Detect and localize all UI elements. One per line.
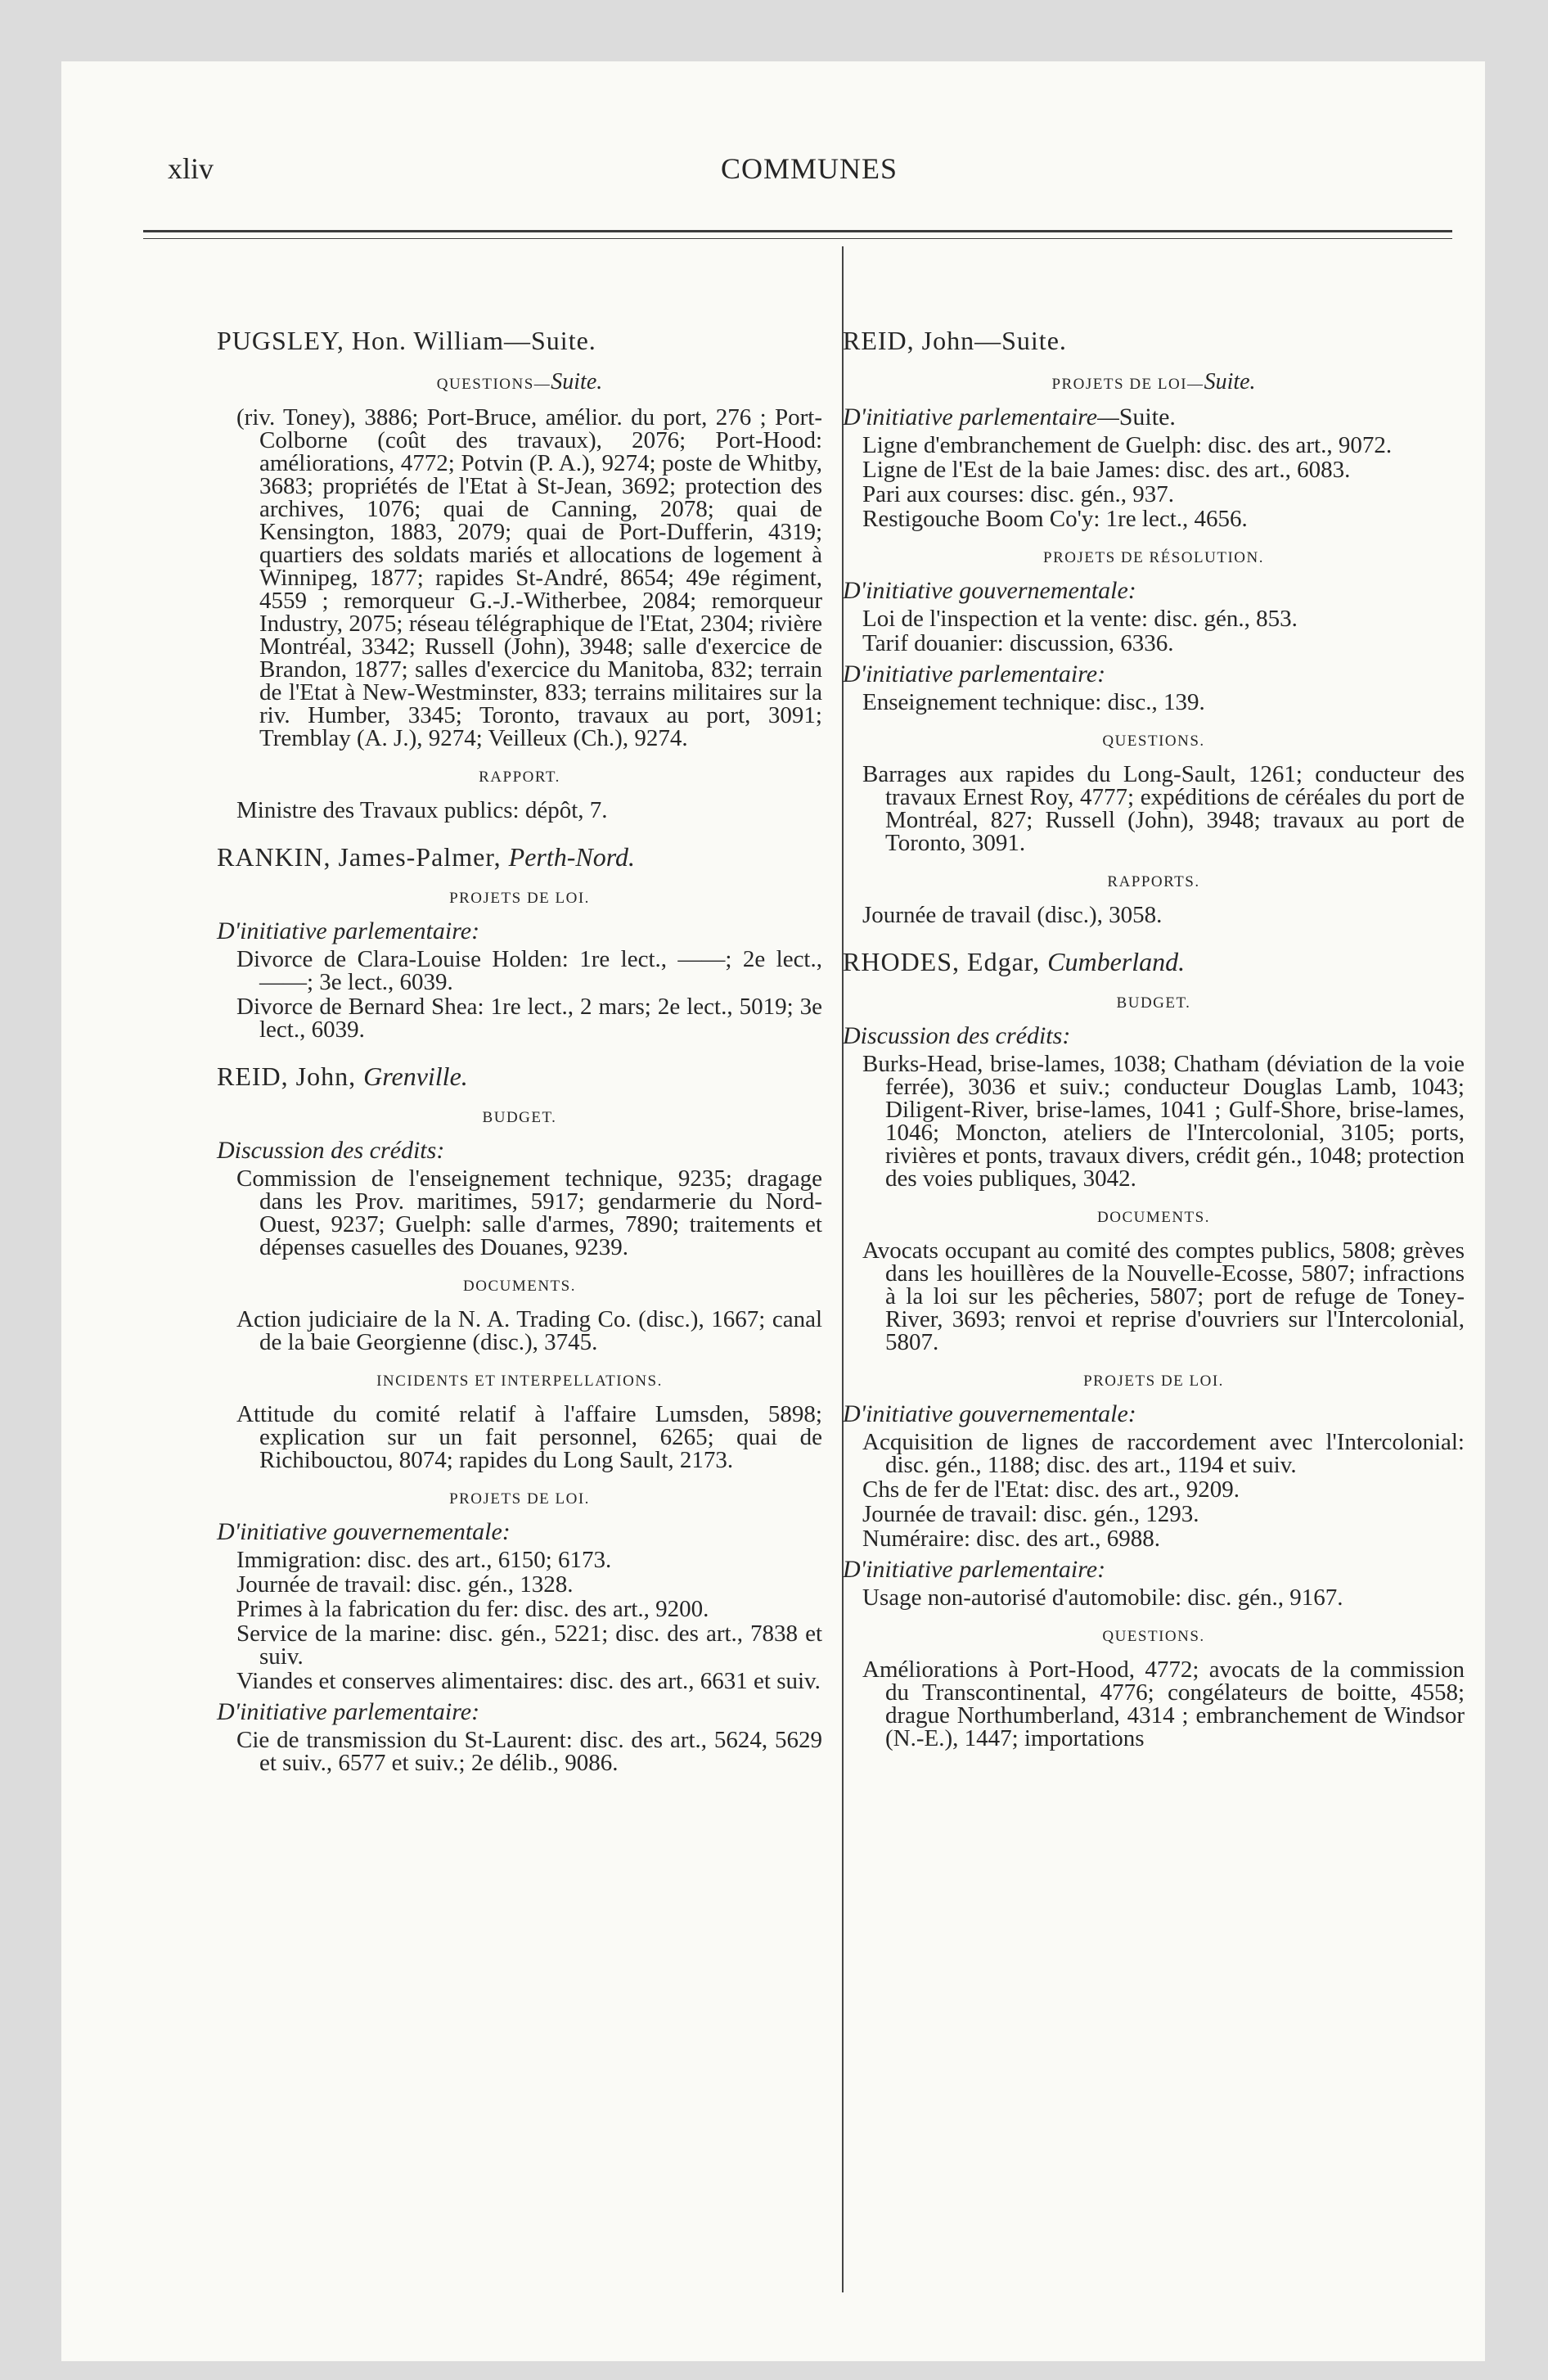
entry: Primes à la fabrication du fer: disc. des art., 9200. (236, 1596, 709, 1622)
section-heading: QUESTIONS. (1102, 732, 1205, 750)
header-rule (143, 230, 1452, 232)
subheading: D'initiative parlementaire: (843, 1556, 1106, 1583)
section-heading: RAPPORTS. (1107, 873, 1200, 890)
entry: Pari aux courses: disc. gén., 937. (862, 481, 1174, 507)
entry: Numéraire: disc. des art., 6988. (862, 1526, 1161, 1552)
entry: Améliorations à Port-Hood, 4772; avocats de la commission du Transcontinental, 4776; congélateurs de boitte, 4558; drague Northumberland, 4314 ; embranchement de Windsor (N.-E.), 1447; importations (862, 1657, 1465, 1751)
entry: Ligne d'embranchement de Guelph: disc. des art., 9072. (862, 432, 1393, 458)
member-name: REID, John, Grenville. (217, 1062, 468, 1091)
page-number: xliv (168, 152, 214, 185)
section-heading: DOCUMENTS. (1097, 1209, 1210, 1226)
subheading: D'initiative parlementaire: (217, 917, 480, 944)
member-name: RHODES, Edgar, Cumberland. (843, 947, 1186, 976)
entry: Journée de travail: disc. gén., 1328. (236, 1571, 574, 1598)
subheading: D'initiative parlementaire: (217, 1698, 480, 1725)
entry: Tarif douanier: discussion, 6336. (862, 630, 1174, 656)
right-column (843, 251, 1465, 1751)
section-heading: PROJETS DE LOI. (1083, 1373, 1224, 1390)
entry: Ligne de l'Est de la baie James: disc. des art., 6083. (862, 457, 1351, 483)
entry: Attitude du comité relatif à l'affaire Lumsden, 5898; explication sur un fait personnel, 6265; quai de Richibouctou, 8074; rapides du Long Sault, 2173. (236, 1401, 822, 1473)
page-title: COMMUNES (720, 152, 898, 185)
entry: Journée de travail: disc. gén., 1293. (862, 1501, 1199, 1527)
section-heading: PROJETS DE LOI. (449, 890, 590, 907)
section-heading: QUESTIONS. (1102, 1628, 1205, 1645)
entry: Cie de transmission du St-Laurent: disc. des art., 5624, 5629 et suiv., 6577 et suiv.; 2e délib., 9086. (236, 1727, 822, 1776)
subheading: D'initiative gouvernementale: (843, 577, 1136, 604)
subheading: D'initiative gouvernementale: (217, 1518, 511, 1545)
section-heading: DOCUMENTS. (463, 1278, 576, 1295)
entry: Restigouche Boom Co'y: 1re lect., 4656. (862, 506, 1248, 532)
entry: Action judiciaire de la N. A. Trading Co. (disc.), 1667; canal de la baie Georgienne (disc.), 3745. (236, 1306, 822, 1355)
subheading: D'initiative gouvernementale: (843, 1400, 1136, 1427)
page (61, 61, 1485, 2361)
section-heading: BUDGET. (482, 1109, 557, 1126)
entry: Burks-Head, brise-lames, 1038; Chatham (déviation de la voie ferrée), 3036 et suiv.; conducteur Douglas Lamb, 1043; Diligent-River, brise-lames, 1041 ; Gulf-Shore, brise-lames, 1046; Moncton, ateliers de l'Intercolonial, 3105; ports, rivières et ponts, travaux divers, crédit gén., 1048; protection des voies publiques, 3042. (862, 1051, 1465, 1192)
subheading: Discussion des crédits: (217, 1137, 445, 1164)
section-heading: QUESTIONS—Suite. (436, 369, 603, 394)
subheading: D'initiative parlementaire: (843, 660, 1106, 687)
section-heading: BUDGET. (1116, 994, 1191, 1012)
entry: Immigration: disc. des art., 6150; 6173. (236, 1547, 612, 1573)
entry: Barrages aux rapides du Long-Sault, 1261; conducteur des travaux Ernest Roy, 4777; expéditions de céréales du port de Montréal, 827; Russell (John), 3948; travaux au port de Toronto, 3091. (862, 761, 1465, 856)
entry: Acquisition de lignes de raccordement avec l'Intercolonial: disc. gén., 1188; disc. des art., 1194 et suiv. (862, 1429, 1465, 1478)
subheading: Discussion des crédits: (843, 1022, 1071, 1049)
entry: Usage non-autorisé d'automobile: disc. gén., 9167. (862, 1584, 1343, 1611)
member-name: REID, John—Suite. (843, 326, 1067, 355)
section-heading: RAPPORT. (479, 769, 560, 786)
entry: Chs de fer de l'Etat: disc. des art., 9209. (862, 1476, 1240, 1503)
entry: Divorce de Bernard Shea: 1re lect., 2 mars; 2e lect., 5019; 3e lect., 6039. (236, 994, 822, 1043)
section-heading: PROJETS DE LOI. (449, 1490, 590, 1508)
section-heading: PROJETS DE RÉSOLUTION. (1043, 549, 1264, 566)
running-header (168, 151, 1451, 201)
member-name: PUGSLEY, Hon. William—Suite. (217, 326, 596, 355)
entry: Avocats occupant au comité des comptes publics, 5808; grèves dans les houillères de la Nouvelle-Ecosse, 5807; infractions à la loi sur les pêcheries, 5807; port de refuge de Toney-River, 3693; renvoi et reprise d'ouvriers sur l'Intercolonial, 5807. (862, 1237, 1465, 1355)
entry: Loi de l'inspection et la vente: disc. gén., 853. (862, 606, 1298, 632)
entry: Divorce de Clara-Louise Holden: 1re lect., ——; 2e lect., ——; 3e lect., 6039. (236, 946, 822, 995)
header-rule-thin (143, 238, 1452, 239)
section-heading: INCIDENTS ET INTERPELLATIONS. (376, 1373, 663, 1390)
left-column (217, 251, 822, 1776)
subheading: D'initiative parlementaire—Suite. (843, 403, 1176, 430)
member-name: RANKIN, James-Palmer, Perth-Nord. (217, 842, 636, 872)
entry: Journée de travail (disc.), 3058. (862, 902, 1163, 928)
entry: Service de la marine: disc. gén., 5221; disc. des art., 7838 et suiv. (236, 1620, 822, 1670)
section-heading: PROJETS DE LOI—Suite. (1051, 369, 1256, 394)
entry: Commission de l'enseignement technique, 9235; dragage dans les Prov. maritimes, 5917; gendarmerie du Nord-Ouest, 9237; Guelph: salle d'armes, 7890; traitements et dépenses casuelles des Douanes, 9239. (236, 1165, 822, 1260)
entry: Viandes et conserves alimentaires: disc. des art., 6631 et suiv. (236, 1668, 821, 1694)
entry: Ministre des Travaux publics: dépôt, 7. (236, 797, 608, 823)
entry: (riv. Toney), 3886; Port-Bruce, amélior. du port, 276 ; Port-Colborne (coût des travaux), 2076; Port-Hood: améliorations, 4772; Potvin (P. A.), 9274; poste de Whitby, 3683; propriétés de l'Etat à St-Jean, 3692; protection des archives, 1076; quai de Canning, 2078; quai de Kensington, 1883, 2079; quai de Port-Dufferin, 4319; quartiers des soldats mariés et allocations de logement à Winnipeg, 1877; rapides St-André, 8654; 49e régiment, 4559 ; remorqueur G.-J.-Witherbee, 2084; remorqueur Industry, 2075; réseau télégraphique de l'Etat, 2304; rivière Montréal, 3342; Russell (John), 3948; salle d'exercice de Brandon, 1877; salles d'exercice du Manitoba, 832; terrain de l'Etat à New-Westminster, 833; terrains militaires sur la riv. Humber, 3345; Toronto, travaux au port, 3091; Tremblay (A. J.), 9274; Veilleux (Ch.), 9274. (236, 404, 822, 751)
entry: Enseignement technique: disc., 139. (862, 689, 1205, 715)
